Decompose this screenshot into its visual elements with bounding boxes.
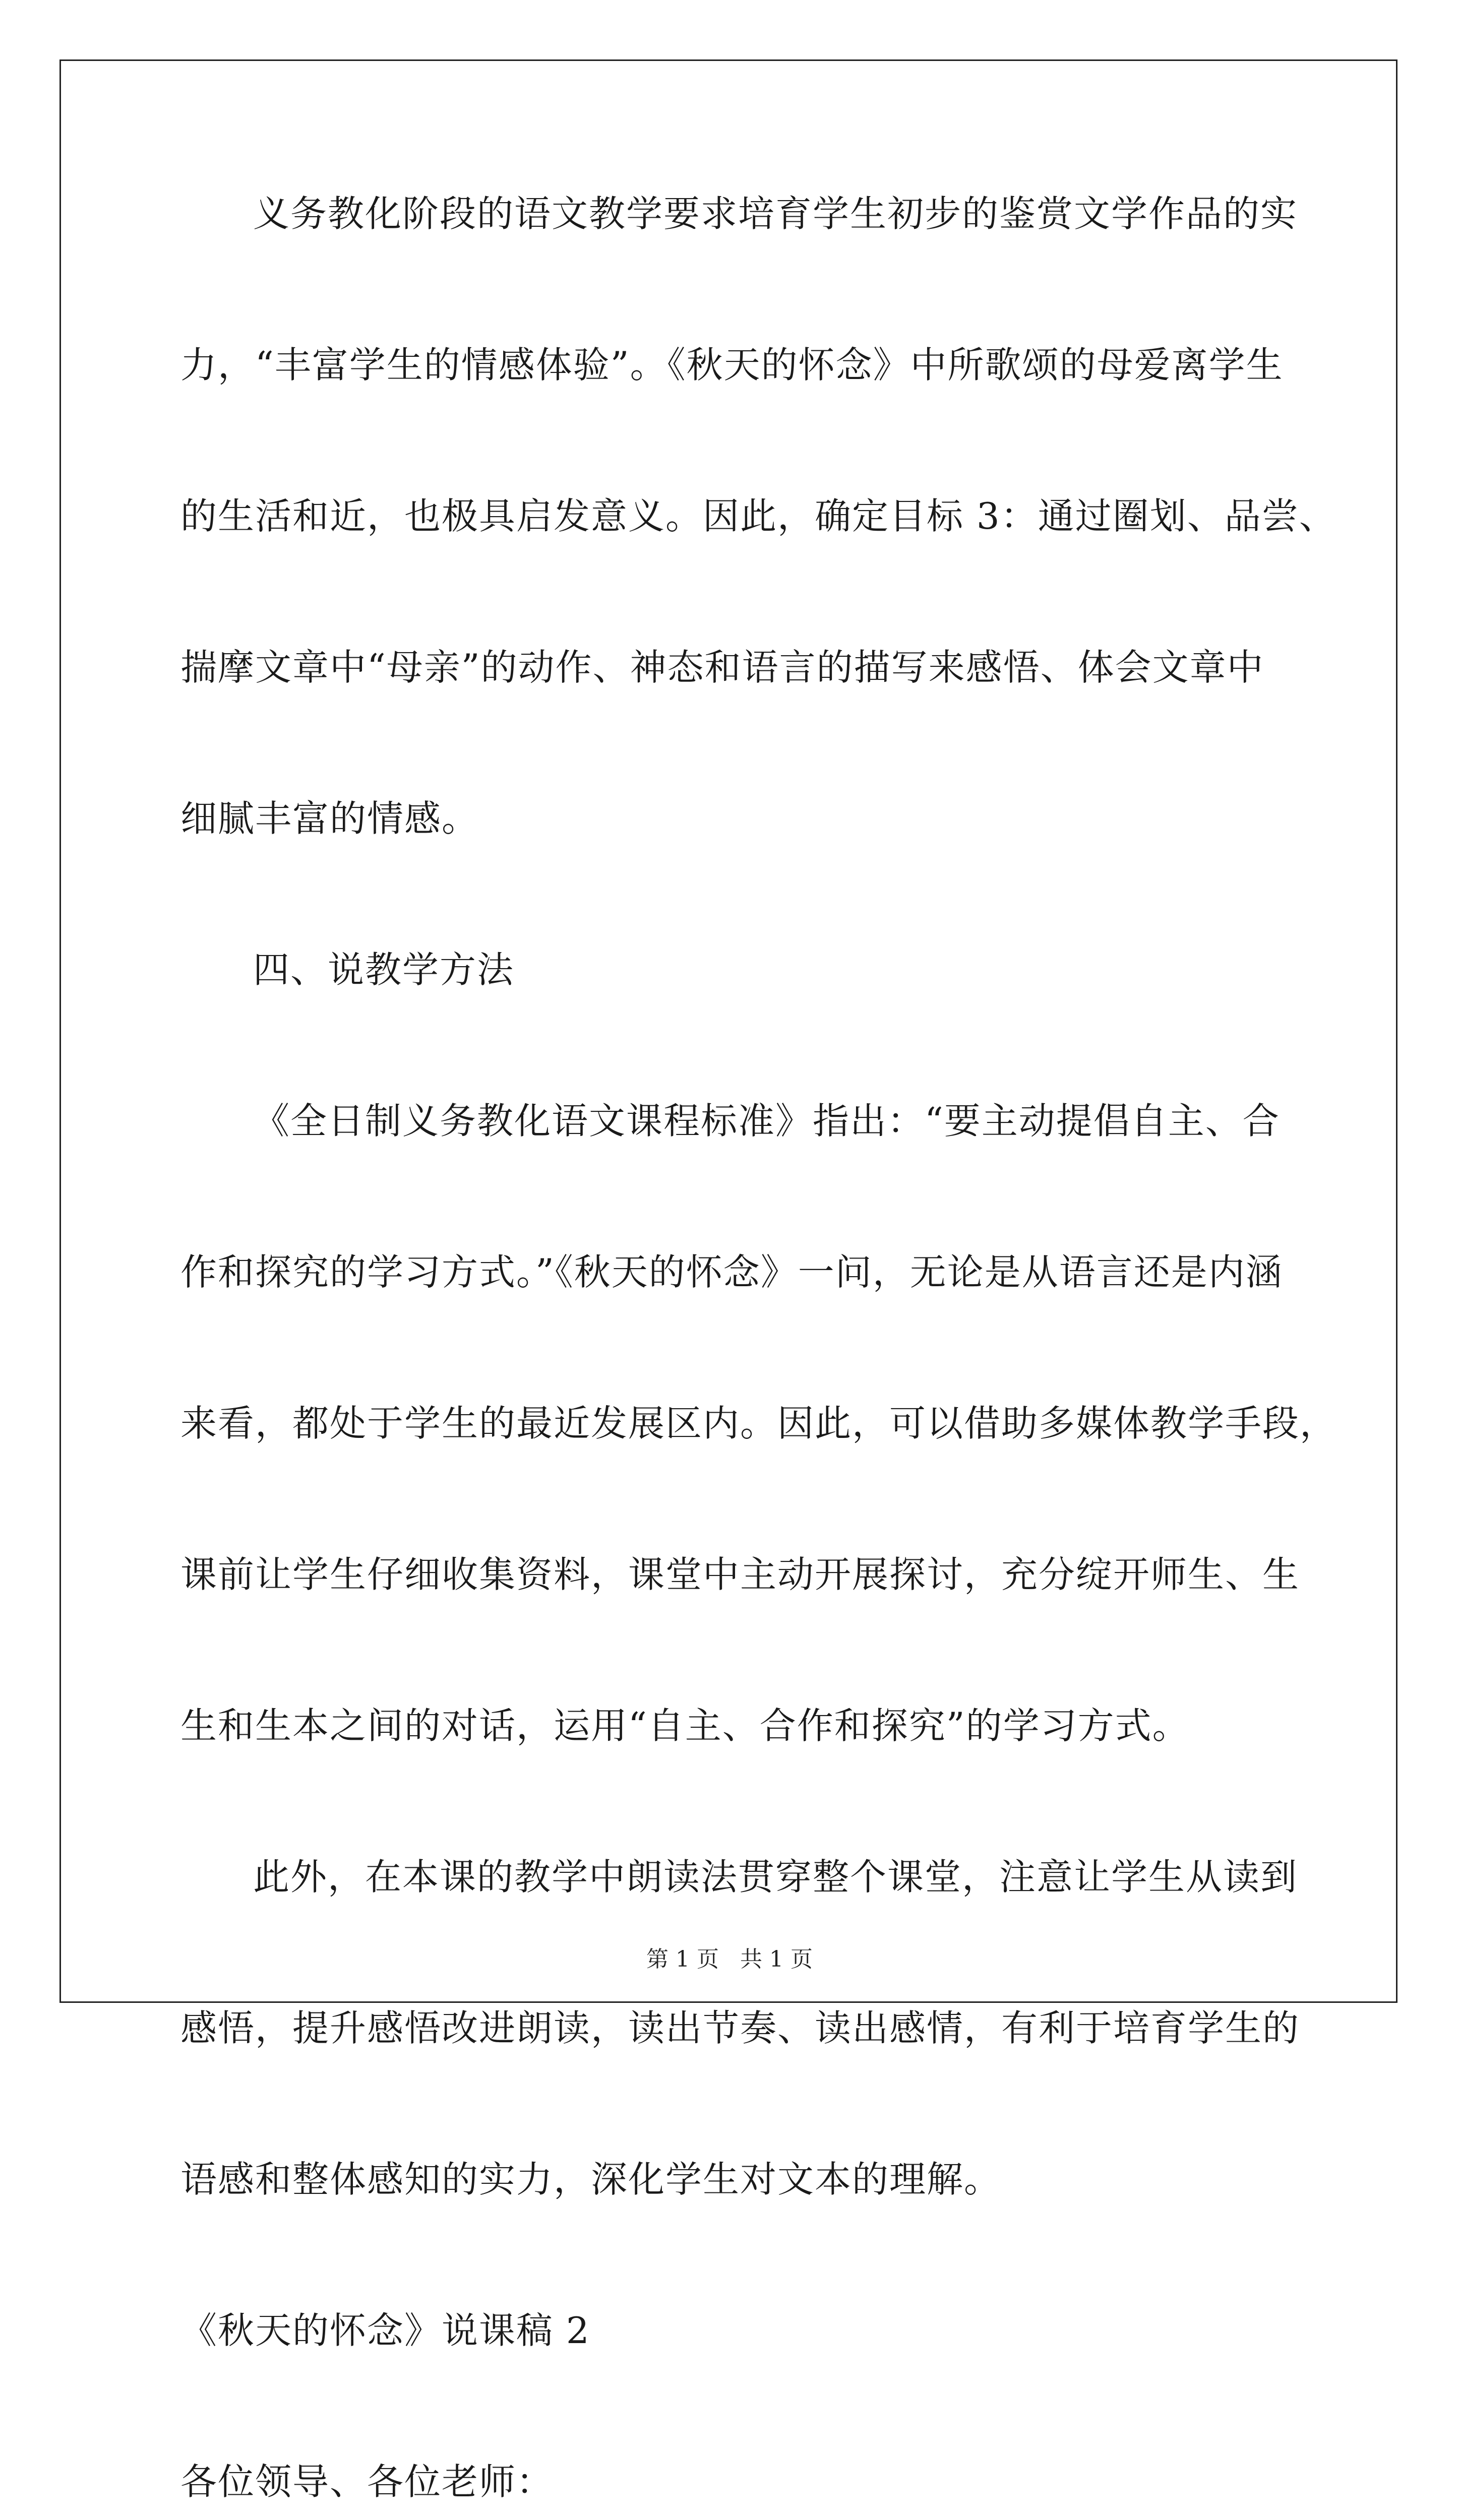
text-line: 语感和整体感知的实力，深化学生对文本的理解。 [180,2158,1002,2200]
section-heading: 四、说教学方法 [253,949,515,991]
document-body [180,193,1338,2520]
text-line: 力，“丰富学生的情感体验”。《秋天的怀念》中所歌颂的母爱离学生 [180,344,1284,386]
document-title: 《秋天的怀念》说课稿 2 [180,2309,590,2352]
salutation: 各位领导、各位老师： [180,2461,554,2503]
text-line: 的生活和近，也极具启发意义。因此，确定目标 3：通过圈划、品尝、 [180,495,1336,537]
text-line: 作和探究的学习方式。”《秋天的怀念》一问，无论是从语言还是内涵 [180,1251,1283,1293]
text-line: 课前让学生仔细收集资料，课堂中主动开展探讨，充分绽开师生、生 [180,1553,1300,1596]
text-line: 细腻丰富的情感。 [180,797,479,840]
text-line: 生和生本之间的对话，运用“自主、合作和探究”的学习方式。 [180,1705,1190,1747]
text-line: 揣摩文章中“母亲”的动作、神态和语言的描写来感悟、体会文章中 [180,646,1264,688]
text-line: 《全日制义务教化语文课程标准》指出：“要主动提倡自主、合 [253,1100,1280,1142]
text-line: 此外，在本课的教学中朗读法贯穿整个课堂，注意让学生从读到 [253,1856,1298,1898]
page-footer: 第 1 页 共 1 页 [646,1946,813,1972]
text-line: 来看，都处于学生的最近发展区内。因此，可以借助多媒体教学手段， [180,1402,1338,1444]
text-line: 义务教化阶段的语文教学要求培育学生初步的鉴赏文学作品的实 [253,193,1298,235]
text-line: 感悟，提升感悟改进朗读，读出节奏、读出感情，有利于培育学生的 [180,2007,1300,2049]
